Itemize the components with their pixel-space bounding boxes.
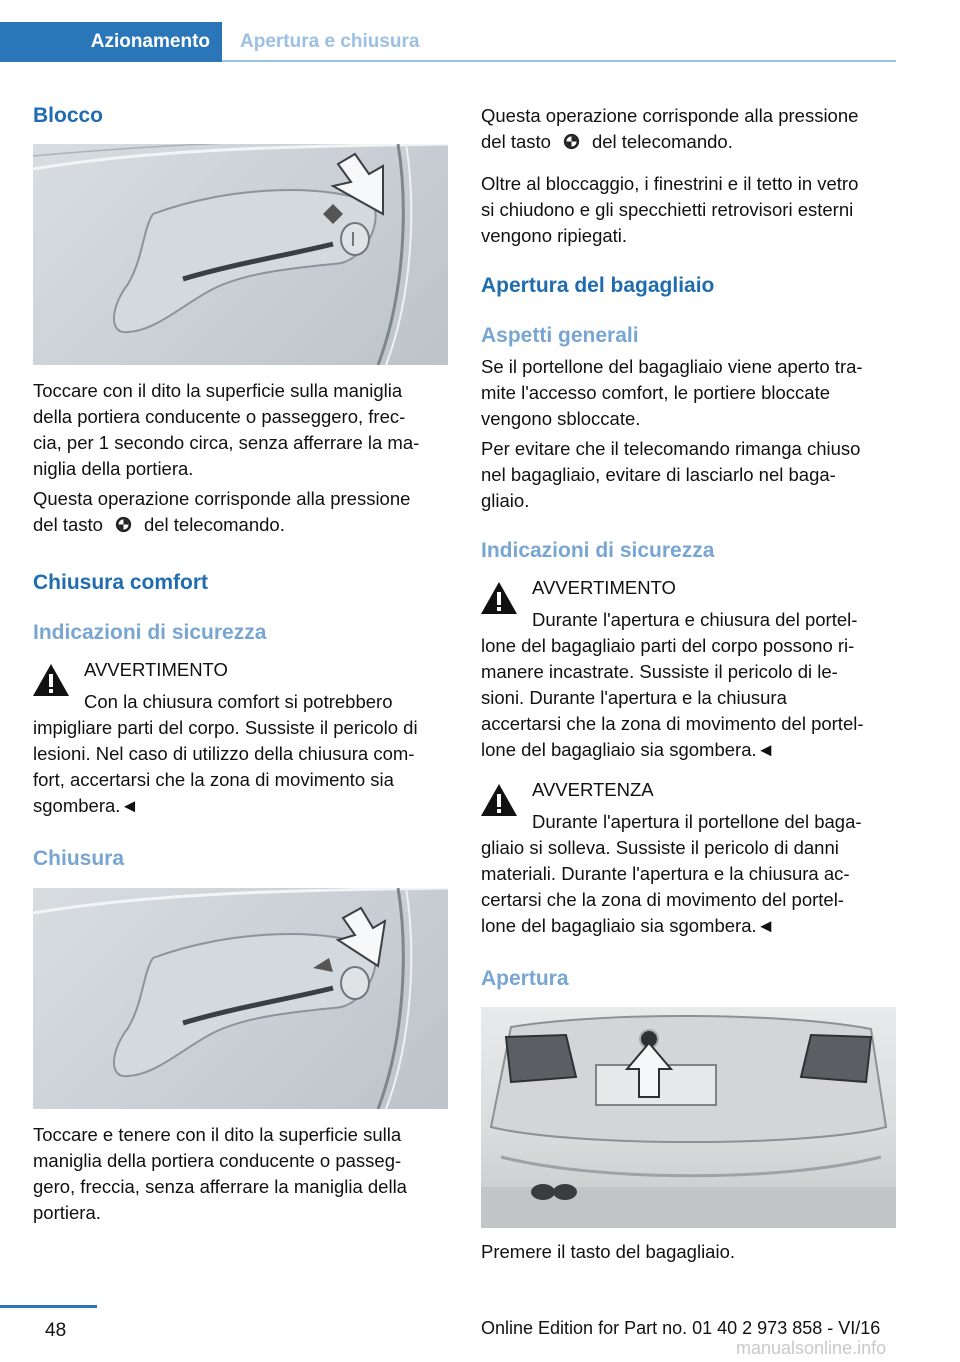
text-line: si chiudono e gli specchietti retrovisori esterni	[481, 199, 854, 220]
door-handle-close-image	[33, 888, 448, 1109]
section-title-chiusura-comfort: Chiusura comfort	[33, 571, 209, 594]
text-line: gliaio.	[481, 490, 530, 511]
apertura-paragraph	[481, 1239, 735, 1265]
door-handle-illustration	[33, 888, 448, 1109]
generali-paragraph	[481, 354, 863, 432]
footer-divider	[0, 1305, 97, 1308]
trunk-opening-image	[481, 1007, 896, 1228]
text-line: lesioni. Nel caso di utilizzo della chiusura com‐	[33, 743, 415, 764]
text-line: Toccare con il dito la superficie sulla maniglia	[33, 380, 403, 401]
text-line: AVVERTENZA	[532, 779, 654, 800]
text-line: niglia della portiera.	[33, 458, 194, 479]
text-line	[33, 512, 410, 538]
section-title-blocco: Blocco	[33, 104, 104, 127]
text-line	[481, 129, 858, 155]
text-line: impigliare parti del corpo. Sussiste il pericolo di	[33, 717, 418, 738]
text-line: Per evitare che il telecomando rimanga chiuso	[481, 438, 861, 459]
warning2-text	[481, 835, 850, 939]
warning-triangle-icon	[31, 662, 71, 698]
text-line: Toccare e tenere con il dito la superficie sulla	[33, 1124, 402, 1145]
text-line: Oltre al bloccaggio, i finestrini e il tetto in vetro	[481, 173, 859, 194]
page-header	[0, 22, 896, 62]
text-line: gliaio si solleva. Sussiste il pericolo di danni	[481, 837, 839, 858]
warning-triangle-icon	[479, 782, 519, 818]
evitare-paragraph	[481, 436, 860, 514]
text-line: mite l'accesso comfort, le portiere bloccate	[481, 382, 831, 403]
blocco-paragraph	[33, 378, 419, 482]
text-line: Con la chiusura comfort si potrebbero	[84, 691, 393, 712]
tab-azionamento[interactable]: Azionamento	[0, 22, 222, 62]
warning1-text	[481, 633, 864, 763]
text-line: certarsi che la zona di movimento del portel‐	[481, 889, 844, 910]
warning1-label	[532, 575, 676, 601]
text-fragment: del telecomando.	[143, 514, 285, 535]
subsection-title-sicurezza-right: Indicazioni di sicurezza	[481, 539, 715, 562]
text-line: Premere il tasto del bagagliaio.	[481, 1241, 736, 1262]
section-title-chiusura: Chiusura	[33, 847, 125, 870]
text-line: AVVERTIMENTO	[84, 659, 228, 680]
oltre-paragraph	[481, 171, 858, 249]
text-line: lone del bagagliaio sia sgombera.◄	[481, 915, 775, 936]
text-line: gero, freccia, senza afferrare la maniglia della	[33, 1176, 407, 1197]
text-line: sgombera.◄	[33, 795, 139, 816]
warning-first-line-left	[84, 689, 392, 715]
text-line: fort, accertarsi che la zona di movimento sia	[33, 769, 394, 790]
text-line: portiera.	[33, 1202, 101, 1223]
warning1-first-line	[532, 607, 857, 633]
warning-triangle-icon	[479, 580, 519, 616]
section-title-apertura-bagagliaio: Apertura del bagagliaio	[481, 274, 715, 297]
remote-paragraph-right	[481, 103, 858, 155]
text-line: nel bagagliaio, evitare di lasciarlo nel baga‐	[481, 464, 836, 485]
text-line: lone del bagagliaio parti del corpo possono ri‐	[481, 635, 855, 656]
text-line: materiali. Durante l'apertura e la chiusura ac‐	[481, 863, 850, 884]
text-line: Se il portellone del bagagliaio viene aperto tra‐	[481, 356, 863, 377]
tab-apertura-chiusura[interactable]: Apertura e chiusura	[240, 31, 420, 52]
text-line: Durante l'apertura il portellone del baga‐	[532, 811, 862, 832]
bmw-lock-button-icon	[563, 133, 580, 150]
text-fragment: del tasto	[33, 514, 103, 535]
text-line: AVVERTIMENTO	[532, 577, 676, 598]
warning2-label	[532, 777, 654, 803]
text-line: vengono sbloccate.	[481, 408, 641, 429]
footer-edition: Online Edition for Part no. 01 40 2 973 858 - VI/16	[481, 1318, 881, 1338]
door-handle-lock-image	[33, 144, 448, 365]
text-fragment: del telecomando.	[591, 131, 733, 152]
text-line: cia, per 1 secondo circa, senza afferrare la ma‐	[33, 432, 420, 453]
watermark: manualsonline.info	[736, 1338, 887, 1358]
section-title-apertura: Apertura	[481, 967, 569, 990]
text-line: lone del bagagliaio sia sgombera.◄	[481, 739, 775, 760]
text-line: vengono ripiegati.	[481, 225, 628, 246]
header-divider	[222, 60, 896, 62]
remote-paragraph-left	[33, 486, 410, 538]
text-line: della portiera conducente o passeggero, frec‐	[33, 406, 406, 427]
text-line: manere incastrate. Sussiste il pericolo di le‐	[481, 661, 838, 682]
text-line: maniglia della portiera conducente o passeg‐	[33, 1150, 402, 1171]
text-line: Durante l'apertura e chiusura del portel‐	[532, 609, 858, 630]
text-line: accertarsi che la zona di movimento del portel‐	[481, 713, 864, 734]
warning-label-left	[84, 657, 228, 683]
text-line: Questa operazione corrisponde alla pressione	[481, 105, 859, 126]
text-line: Questa operazione corrisponde alla pressione	[33, 488, 411, 509]
warning-text-left	[33, 715, 418, 819]
text-fragment: del tasto	[481, 131, 551, 152]
text-line: sioni. Durante l'apertura e la chiusura	[481, 687, 787, 708]
door-handle-illustration	[33, 144, 448, 365]
car-rear-illustration	[481, 1007, 896, 1228]
warning2-first-line	[532, 809, 862, 835]
subsection-title-aspetti-generali: Aspetti generali	[481, 324, 639, 347]
chiusura-paragraph	[33, 1122, 407, 1226]
bmw-lock-button-icon	[115, 516, 132, 533]
subsection-title-sicurezza: Indicazioni di sicurezza	[33, 621, 267, 644]
page-number: 48	[45, 1320, 67, 1341]
